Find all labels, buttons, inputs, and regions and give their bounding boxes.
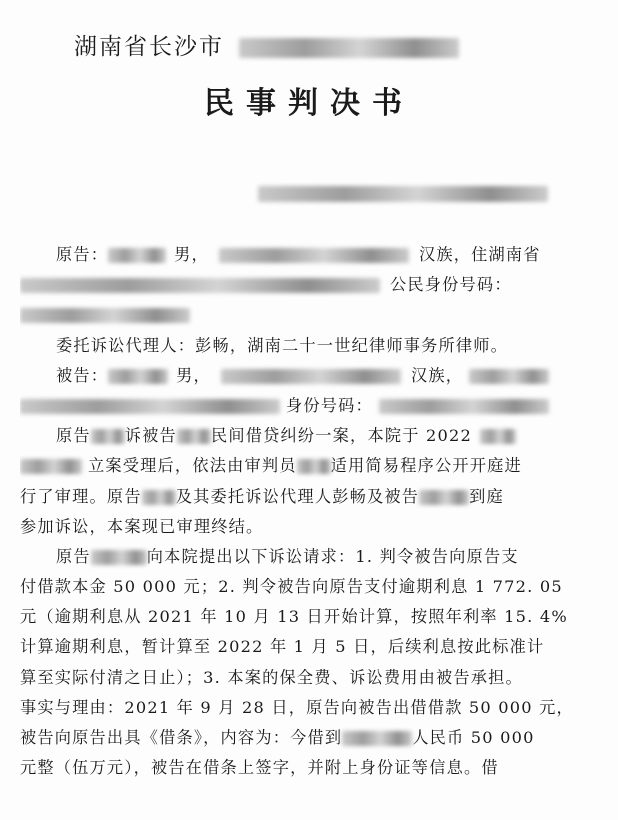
defendant-id-line [20,391,600,421]
claims-intro-line [20,542,600,572]
redacted-plaintiff-address [20,278,380,293]
case-intro-b: 诉被告 [124,426,177,446]
trial-b: 及其委托诉讼代理人彭畅及被告 [175,486,420,506]
court-name-prefix: 湖南省长沙市 [74,34,224,60]
facts-text-1: 事实与理由：2021 年 9 月 28 日，原告向被告出借借款 50 000 元， [20,697,574,717]
plaintiff-id-label: 公民身份号码： [390,275,512,295]
redacted-date [480,429,516,444]
court-name-line [74,28,459,61]
redacted-plaintiff-name [108,248,166,263]
facts-line [20,753,600,783]
redacted-name [91,550,147,565]
document-title: 民事判决书 [204,86,414,121]
case-accept-b: 适用简易程序公开开庭进 [330,456,522,476]
claims-intro-b: 向本院提出以下诉讼请求：1. 判令被告向原告支 [146,546,519,566]
redacted-date [20,459,82,474]
facts-line [20,693,600,723]
claims-line [20,663,600,693]
trial-a: 行了审理。原告 [20,486,142,506]
trial-end-line [20,512,600,542]
trial-line [20,482,600,512]
plaintiff-ethnicity-address: 汉族，住湖南省 [418,245,541,264]
redacted-defendant-address-2 [20,399,280,414]
redacted-name [142,490,176,505]
redacted-name [419,490,469,505]
redacted-plaintiff-birth [219,248,409,263]
claims-line [20,572,600,602]
case-accept-a: 立案受理后，依法由审判员 [88,456,297,476]
redacted-plaintiff-id [20,308,190,323]
plaintiff-id-line [20,300,600,330]
facts-text-2a: 被告向原告出具《借条》，内容为：今借到 [20,728,343,747]
redacted-name [91,429,125,444]
facts-text-3: 元整（伍万元），被告在借条上签字，并附上身份证等信息。借 [20,758,499,778]
plaintiff-label: 原告： [56,245,109,264]
claims-text-2: 元（逾期利息从 2021 年 10 月 13 日开始计算，按照年利率 15. 4% [20,607,568,627]
plaintiff-address-line [20,270,600,300]
redacted-defendant-birth [221,369,401,384]
judgment-body [20,240,600,783]
agent-line [20,331,600,361]
case-intro-c: 民间借贷纠纷一案，本院于 2022 [210,426,472,446]
agent-text: 委托诉讼代理人：彭畅，湖南二十一世纪律师事务所律师。 [56,335,509,355]
claims-text-4: 算至实际付清之日止）；3. 本案的保全费、诉讼费用由被告承担。 [20,667,523,687]
claims-line [20,632,600,662]
defendant-gender: 男， [176,365,211,385]
redacted-court-name [239,38,459,58]
case-intro-line [20,421,600,451]
claims-text-1: 付借款本金 50 000 元；2. 判令被告向原告支付逾期利息 1 772. 05 [20,577,563,597]
plaintiff-gender: 男， [174,245,209,264]
facts-text-2b: 人民币 50 000 [412,728,535,747]
defendant-id-label: 身份号码： [286,395,373,415]
claims-text-3: 计算逾期利息，暂计算至 2022 年 1 月 5 日，后续利息按此标准计 [20,637,545,657]
defendant-ethnicity: 汉族， [410,365,464,385]
claims-intro-a: 原告 [56,546,91,566]
trial-c: 到庭 [469,486,504,506]
facts-line [20,723,600,753]
redacted-defendant-address [469,369,549,384]
case-accept-line [20,451,600,481]
plaintiff-line [20,240,600,270]
redacted-name [177,429,211,444]
trial-end-text: 参加诉讼，本案现已审理终结。 [20,516,264,536]
redacted-name [342,731,412,746]
redacted-defendant-name [108,369,168,384]
defendant-line [20,361,600,391]
defendant-label: 被告： [56,365,109,385]
case-intro-a: 原告 [56,426,91,446]
claims-line [20,602,600,632]
redacted-judge-name [297,459,331,474]
redacted-defendant-id [379,399,549,414]
redacted-case-number [258,186,548,202]
